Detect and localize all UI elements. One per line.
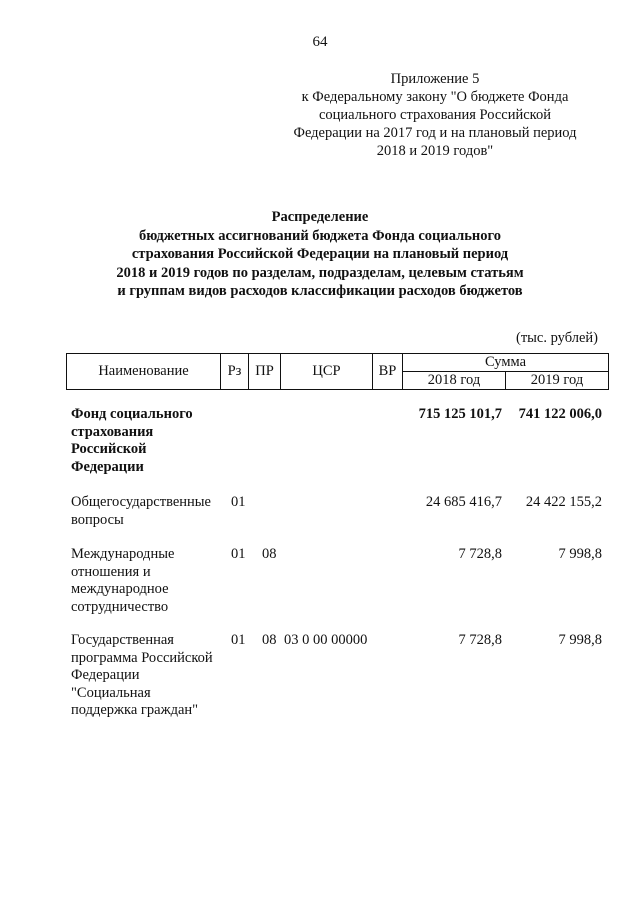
title-line: 2018 и 2019 годов по разделам, подразделам, целевым статьям (116, 264, 524, 281)
row-rz: 01 (231, 546, 246, 562)
header-vr: ВР (373, 354, 403, 390)
row-name-line: поддержка граждан" (71, 702, 199, 718)
header-sum: Сумма (403, 354, 609, 372)
title-line: и группам видов расходов классификации расходов бюджетов (117, 283, 523, 299)
appendix-line: 2018 и 2019 годов" (376, 143, 494, 159)
document-title (60, 208, 580, 301)
row-csr: 03 0 00 00000 (284, 632, 368, 648)
row-name-line: Федерации (71, 667, 140, 683)
row-pr: 08 (262, 546, 277, 562)
row-value-2018: 7 728,8 (458, 632, 502, 648)
row-name-line: Международные (71, 546, 175, 562)
page-number: 64 (312, 34, 328, 50)
row-name-line: вопросы (71, 511, 124, 528)
row-rz: 01 (231, 632, 246, 648)
title-line: страхования Российской Федерации на плановый период (131, 246, 509, 262)
row-pr: 08 (262, 632, 277, 648)
header-2019: 2019 год (506, 372, 609, 390)
row-value-2019: 7 998,8 (558, 546, 602, 562)
row-name-line: "Социальная (71, 684, 151, 701)
header-rz: Рз (221, 354, 249, 390)
row-value-2018: 24 685 416,7 (425, 494, 502, 510)
appendix-line: Федерации на 2017 год и на плановый период (293, 125, 577, 141)
row-name (71, 546, 221, 616)
header-name: Наименование (67, 354, 221, 390)
header-csr: ЦСР (281, 354, 373, 390)
row-name-line: отношения и (71, 563, 151, 580)
units-label: (тыс. рублей) (516, 330, 598, 346)
row-value-2019: 7 998,8 (558, 632, 602, 648)
row-name-line: сотрудничество (71, 598, 169, 615)
row-name-line: международное (71, 581, 169, 597)
appendix-line: к Федеральному закону "О бюджете Фонда (301, 89, 569, 105)
row-name (71, 406, 221, 476)
row-value-2019: 24 422 155,2 (525, 494, 602, 510)
row-name-line: Общегосударственные (71, 494, 211, 510)
row-name (71, 632, 221, 720)
header-2018: 2018 год (403, 372, 506, 390)
table-header (66, 353, 609, 390)
row-name-line: программа Российской (71, 649, 213, 666)
appendix-line: социального страхования Российской (318, 107, 552, 123)
row-value-2019: 741 122 006,0 (518, 406, 602, 422)
title-line: Распределение (271, 209, 369, 225)
row-name-line: страхования (71, 423, 154, 440)
row-name-line: Государственная (71, 632, 174, 648)
header-pr: ПР (249, 354, 281, 390)
row-name-line: Российской (71, 441, 147, 457)
appendix-line: Приложение 5 (390, 71, 480, 87)
appendix-header (270, 70, 600, 160)
row-value-2018: 715 125 101,7 (418, 406, 502, 422)
row-value-2018: 7 728,8 (458, 546, 502, 562)
row-name-line: Федерации (71, 458, 144, 475)
row-name-line: Фонд социального (71, 406, 193, 422)
row-rz: 01 (231, 494, 246, 510)
row-name (71, 494, 221, 529)
title-line: бюджетных ассигнований бюджета Фонда социального (138, 227, 502, 244)
